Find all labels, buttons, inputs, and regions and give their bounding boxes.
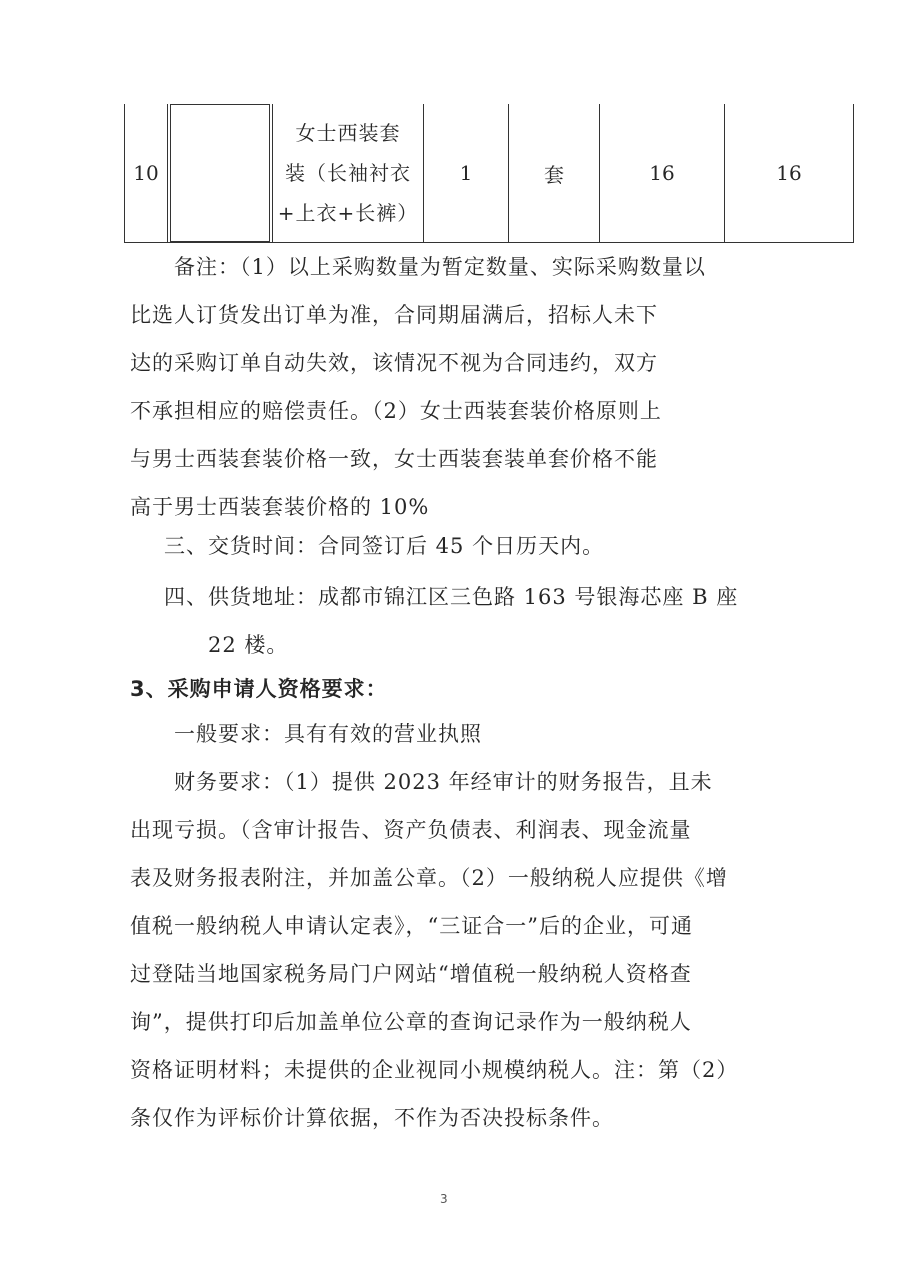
item-name-cell <box>273 104 424 243</box>
item-name-line: 女士西装套 <box>295 121 401 145</box>
financial-line: 财务要求：（1）提供 2023 年经审计的财务报告，且未 <box>174 770 713 794</box>
procurement-table <box>124 104 854 243</box>
financial-line: 表及财务报表附注，并加盖公章。（2）一般纳税人应提供《增 <box>130 866 728 890</box>
page-number: 3 <box>440 1192 448 1206</box>
item-total-cell: 16 <box>725 104 854 243</box>
remarks-paragraph <box>130 243 770 531</box>
remarks-line: 与男士西装套装价格一致，女士西装套装单套价格不能 <box>130 447 658 471</box>
item-name-line: +上衣+长裤） <box>277 201 419 225</box>
financial-requirement-paragraph <box>130 758 770 1142</box>
item-image-cell <box>168 104 273 243</box>
remarks-line: 达的采购订单自动失效，该情况不视为合同违约，双方 <box>130 351 658 375</box>
delivery-address <box>130 573 770 669</box>
general-requirement <box>130 710 770 758</box>
item-unit-cell: 套 <box>509 104 600 243</box>
financial-line: 条仅作为评标价计算依据，不作为否决投标条件。 <box>130 1106 614 1130</box>
delivery-address-line: 四、供货地址：成都市锦江区三色路 163 号银海芯座 B 座 <box>164 585 739 609</box>
item-quantity-cell: 1 <box>424 104 509 243</box>
item-unit-price-cell: 16 <box>600 104 725 243</box>
remarks-line: 备注：（1）以上采购数量为暂定数量、实际采购数量以 <box>174 255 706 279</box>
item-name-line: 装（长袖衬衣 <box>285 161 411 185</box>
financial-line: 过登陆当地国家税务局门户网站“增值税一般纳税人资格查 <box>130 962 692 986</box>
delivery-time-text: 三、交货时间：合同签订后 45 个日历天内。 <box>164 534 605 558</box>
financial-line: 询”，提供打印后加盖单位公章的查询记录作为一般纳税人 <box>130 1010 692 1034</box>
item-number-cell: 10 <box>125 104 168 243</box>
financial-line: 资格证明材料；未提供的企业视同小规模纳税人。注：第（2） <box>130 1058 739 1082</box>
financial-line: 出现亏损。（含审计报告、资产负债表、利润表、现金流量 <box>130 818 692 842</box>
general-requirement-text: 一般要求：具有有效的营业执照 <box>174 722 482 746</box>
table-row <box>125 104 854 243</box>
remarks-line: 不承担相应的赔偿责任。（2）女士西装套装价格原则上 <box>130 399 662 423</box>
remarks-line: 比选人订货发出订单为准，合同期届满后，招标人未下 <box>130 303 658 327</box>
delivery-address-line: 22 楼。 <box>208 633 289 657</box>
qualification-heading: 3、采购申请人资格要求： <box>130 677 388 701</box>
delivery-time <box>130 522 770 570</box>
financial-line: 值税一般纳税人申请认定表》，“三证合一”后的企业，可通 <box>130 914 693 938</box>
remarks-line: 高于男士西装套装价格的 10% <box>130 495 430 519</box>
item-image-placeholder <box>170 104 270 242</box>
